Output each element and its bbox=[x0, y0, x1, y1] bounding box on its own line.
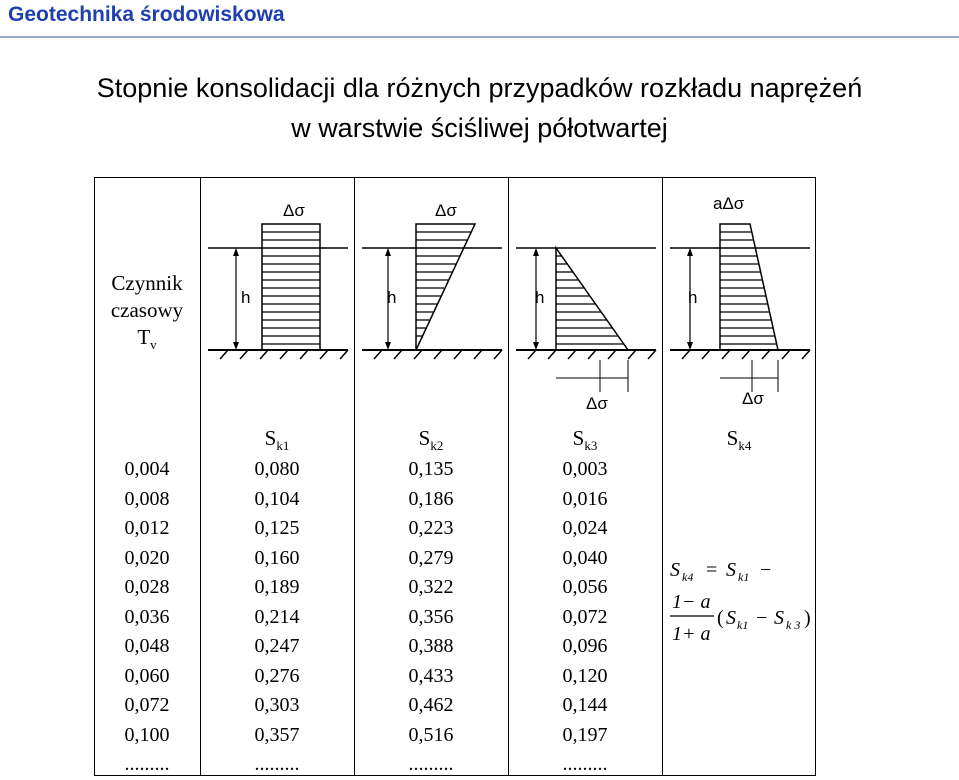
diagram-uniform bbox=[208, 201, 348, 359]
table-cell: 0,125 bbox=[254, 517, 300, 539]
table-cell: 0,160 bbox=[254, 546, 300, 569]
table-cell: 0,322 bbox=[408, 576, 454, 598]
table-cell: 0,223 bbox=[408, 517, 454, 539]
diagram-4-a-delta-sigma: aΔσ bbox=[713, 194, 745, 213]
time-factor-label-line1: Czynnik bbox=[111, 271, 183, 295]
formula-lhs-symbol: S bbox=[670, 559, 680, 581]
table-cell: 0,048 bbox=[124, 635, 170, 657]
table-cell: 0,120 bbox=[562, 664, 608, 687]
formula-rhs-sub: k1 bbox=[738, 570, 750, 584]
table-cell: 0,040 bbox=[562, 546, 608, 569]
sk1-column bbox=[200, 455, 354, 780]
diagram-trapezoid bbox=[670, 194, 810, 408]
table-cell: 0,024 bbox=[562, 517, 608, 539]
table-cell: 0,433 bbox=[408, 664, 454, 687]
time-factor-label bbox=[94, 270, 200, 358]
formula-paren-s1: S bbox=[726, 607, 736, 629]
table-cell: 0,100 bbox=[124, 723, 170, 746]
table-cell: 0,279 bbox=[408, 546, 454, 569]
table-cell: 0,135 bbox=[408, 458, 454, 480]
formula-paren-s1-sub: k1 bbox=[737, 618, 749, 632]
table-cell: ......... bbox=[562, 753, 608, 775]
table-cell: 0,247 bbox=[254, 635, 300, 657]
table-cell: 0,036 bbox=[124, 605, 170, 628]
diagram-2-delta-sigma: Δσ bbox=[435, 201, 457, 220]
slide-title-line2: w warstwie ściśliwej półotwartej bbox=[291, 113, 668, 143]
table-cell: 0,144 bbox=[562, 694, 608, 716]
table-cell: 0,020 bbox=[124, 546, 170, 569]
col-header-sk2: $S_{k2}$ bbox=[418, 426, 444, 454]
table-col-border-5 bbox=[815, 177, 816, 776]
table-cell: 0,016 bbox=[562, 487, 608, 510]
formula-paren-s2: S bbox=[774, 607, 784, 629]
diagram-4-delta-sigma: Δσ bbox=[742, 389, 764, 408]
table-cell: ......... bbox=[254, 753, 300, 775]
table-cell: 0,104 bbox=[254, 487, 300, 510]
diagram-2-h-label: h bbox=[387, 288, 397, 307]
formula-minus: − bbox=[760, 559, 772, 581]
slide-title-line1: Stopnie konsolidacji dla różnych przypadków rozkładu naprężeń bbox=[96, 73, 863, 103]
table-cell: 0,003 bbox=[562, 458, 608, 480]
table-cell: 0,357 bbox=[254, 723, 300, 746]
header-divider bbox=[0, 36, 959, 38]
table-cell: 0,197 bbox=[562, 723, 608, 746]
formula-denominator: 1+ a bbox=[672, 623, 711, 645]
table-cell: 0,516 bbox=[408, 723, 454, 746]
time-factor-symbol: T bbox=[137, 325, 151, 349]
diagram-3-delta-sigma: Δσ bbox=[586, 394, 608, 413]
formula-numerator: 1− a bbox=[672, 591, 711, 613]
header-title: Geotechnika środowiskowa bbox=[8, 3, 285, 26]
formula-equals: = bbox=[706, 559, 718, 581]
table-cell: 0,056 bbox=[562, 576, 608, 598]
col-header-sk3: $S_{k3}$ bbox=[572, 426, 598, 454]
col-header-sk4: $S_{k4}$ bbox=[726, 426, 752, 454]
formula-lhs-sub: k4 bbox=[682, 570, 694, 584]
tv-column bbox=[94, 455, 200, 780]
time-factor-subscript: v bbox=[150, 337, 157, 353]
table-cell: 0,060 bbox=[124, 664, 170, 687]
time-factor-label-line2: czasowy bbox=[110, 298, 184, 322]
formula-rhs-symbol: S bbox=[726, 559, 736, 581]
formula-paren-s2-sub: k 3 bbox=[786, 618, 801, 632]
diagram-4-h-label: h bbox=[688, 288, 698, 307]
table-cell: 0,028 bbox=[124, 576, 170, 598]
formula-paren-minus: − bbox=[756, 607, 768, 629]
diagram-decreasing bbox=[362, 201, 502, 359]
table-cell: 0,080 bbox=[254, 458, 300, 480]
sk3-column bbox=[508, 455, 662, 780]
diagram-increasing bbox=[516, 248, 656, 413]
table-cell: 0,388 bbox=[408, 635, 454, 657]
col-header-sk1: $S_{k1}$ bbox=[264, 426, 290, 454]
table-cell: 0,462 bbox=[408, 694, 454, 716]
table-col-border-4 bbox=[662, 177, 663, 776]
sk2-column bbox=[354, 455, 508, 780]
table-cell: 0,186 bbox=[408, 487, 454, 510]
table-top-border bbox=[94, 177, 816, 178]
sk4-formula bbox=[664, 548, 824, 658]
table-cell: 0,356 bbox=[408, 605, 454, 628]
table-cell: 0,072 bbox=[562, 605, 608, 628]
table-cell: 0,008 bbox=[124, 487, 170, 510]
table-cell: 0,004 bbox=[124, 458, 170, 480]
table-cell: 0,214 bbox=[254, 605, 300, 628]
table-cell: 0,096 bbox=[562, 635, 608, 657]
table-cell: 0,303 bbox=[254, 694, 300, 716]
formula-paren-open: ( bbox=[717, 607, 724, 629]
table-cell: 0,189 bbox=[254, 576, 300, 598]
diagram-3-h-label: h bbox=[535, 288, 545, 307]
table-cell: 0,012 bbox=[124, 517, 170, 539]
diagram-1-h-label: h bbox=[241, 288, 251, 307]
formula-paren-close: ) bbox=[804, 607, 811, 629]
diagram-1-delta-sigma: Δσ bbox=[283, 201, 305, 220]
table-cell: ......... bbox=[408, 753, 454, 775]
table-cell: ......... bbox=[124, 753, 170, 775]
table-cell: 0,072 bbox=[124, 694, 170, 716]
table-cell: 0,276 bbox=[254, 664, 300, 687]
ground-hatch-1 bbox=[220, 350, 348, 359]
